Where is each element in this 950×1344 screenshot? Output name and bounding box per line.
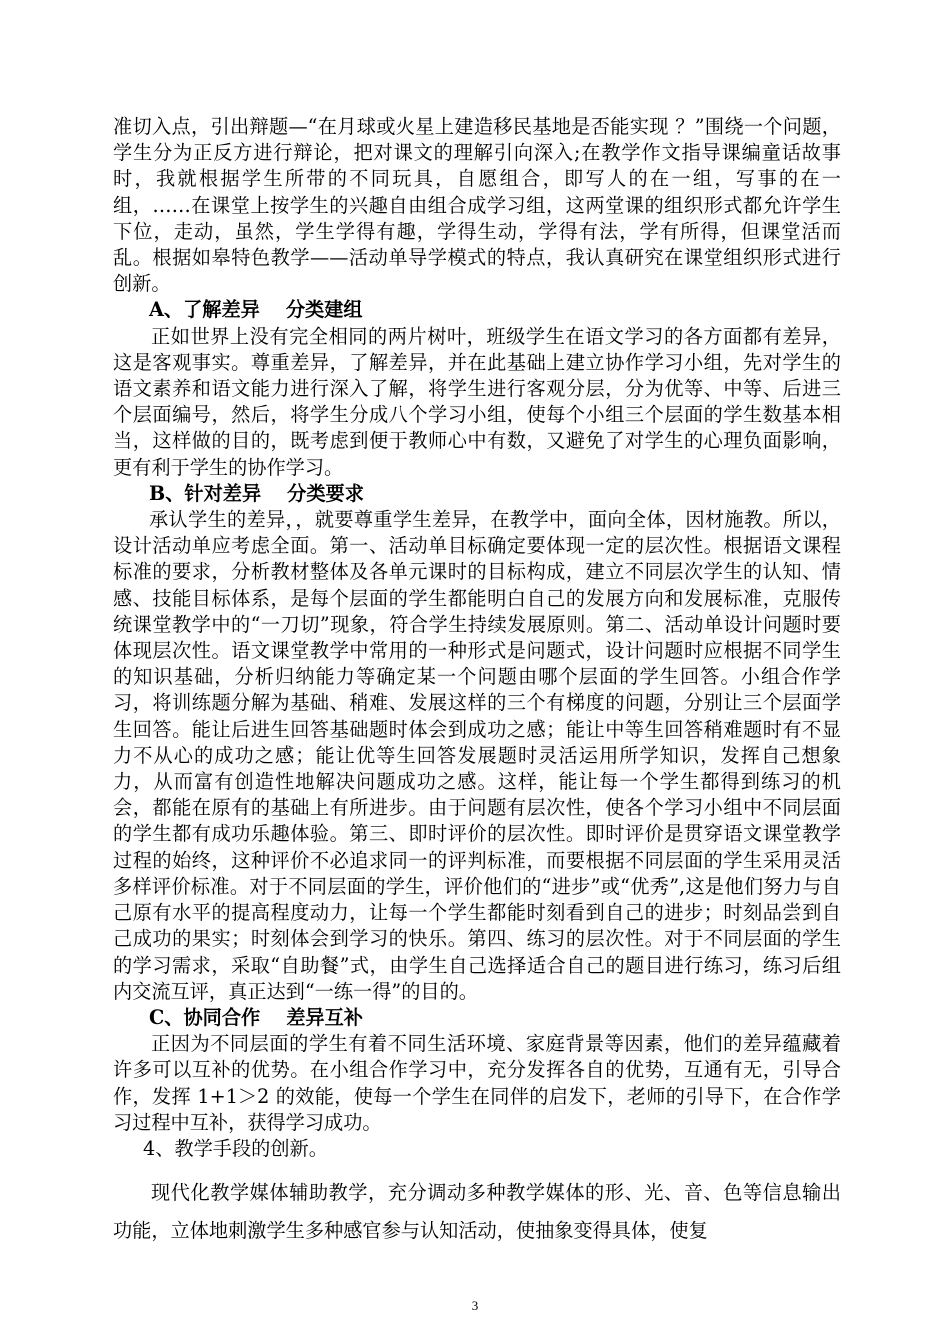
paragraph-intro: 准切入点，引出辩题—“在月球或火星上建造移民基地是否能实现 ？”围绕一个问题，学生分为正反方进行辩论，把对课文的理解引向深入;在教学作文指导课编童话故事时，我就根据学生所带的不同玩具，自愿组合，即写人的在一组，写事的在一组，……在课堂上按学生的兴趣自由组合成学习组，这两堂课的组织形式都允许学生下位，走动，虽然，学生学得有趣，学得生动，学得有法，学有所得，但课堂活而乱。根据如皋特色教学——活动单导学模式的特点，我认真研究在课堂组织形式进行创新。	[113, 115, 841, 296]
paragraph-b: 承认学生的差异，，就要尊重学生差异，在教学中，面向全体，因材施教。所以，设计活动单应考虑全面。第一、活动单目标确定要体现一定的层次性。根据语文课程标准的要求，分析教材整体及各单元课时的目标构成，建立不同层次学生的认知、情感、技能目标体系，是每个层面的学生都能明白自己的发展方向和发展标准，克服传统课堂教学中的“一刀切”现象，符合学生持续发展原则。第二、活动单设计问题时要体现层次性。语文课堂教学中常用的一种形式是问题式，设计问题时应根据不同学生的知识基础，分析归纳能力等确定某一个问题由哪个层面的学生回答。小组合作学习，将训练题分解为基础、稍难、发展这样的三个有梯度的问题，分别让三个层面学生回答。能让后进生回答基础题时体会到成功之感；能让中等生回答稍难题时有不显力不从心的成功之感；能让优等生回答发展题时灵活运用所学知识，发挥自己想象力，从而富有创造性地解决问题成功之感。这样，能让每一个学生都得到练习的机会，都能在原有的基础上有所进步。由于问题有层次性，使各个学习小组中不同层面的学生都有成功乐趣体验。第三、即时评价的层次性。即时评价是贯穿语文课堂教学过程的始终，这种评价不必追求同一的评判标准，而要根据不同层面的学生采用灵活多样评价标准。对于不同层面的学生，评价他们的“进步”或“优秀”,这是他们努力与自己原有水平的提高程度动力，让每一个学生都能时刻看到自己的进步；时刻品尝到自己成功的果实；时刻体会到学习的快乐。第四、练习的层次性。对于不同层面的学生的学习需求，采取“自助餐”式，由学生自己选择适合自己的题目进行练习，练习后组内交流互评，真正达到“一练一得”的目的。	[113, 508, 841, 1003]
heading-b	[113, 481, 841, 507]
heading-b-subtitle: 分类要求	[287, 481, 364, 505]
heading-c-subtitle: 差异互补	[286, 1005, 363, 1029]
heading-c	[113, 1005, 841, 1031]
paragraph-c: 正因为不同层面的学生有着不同生活环境、家庭背景等因素，他们的差异蕴藏着许多可以互补的优势。在小组合作学习中，充分发挥各自的优势，互通有无，引导合作，发挥 1+1＞2 的效能，使每一个学生在同伴的启发下，老师的引导下，在合作学习过程中互补，获得学习成功。	[113, 1032, 841, 1134]
document-body	[113, 114, 841, 1250]
heading-c-title: C、协同合作	[149, 1005, 261, 1029]
paragraph-a: 正如世界上没有完全相同的两片树叶，班级学生在语文学习的各方面都有差异，这是客观事实。尊重差异，了解差异，并在此基础上建立协作学习小组，先对学生的语文素养和语文能力进行深入了解，将学生进行客观分层，分为优等、中等、后进三个层面编号，然后，将学生分成八个学习小组，使每个小组三个层面的学生数基本相当，这样做的目的，既考虑到便于教师心中有数，又避免了对学生的心理负面影响，更有利于学生的协作学习。	[113, 324, 841, 479]
heading-a-title: A、了解差异	[149, 298, 260, 322]
heading-b-title: B、针对差异	[149, 481, 262, 505]
paragraph-4: 现代化教学媒体辅助教学，充分调动多种教学媒体的形、光、音、色等信息输出功能，立体地刺激学生多种感官参与认知活动，使抽象变得具体，使复	[113, 1181, 841, 1243]
heading-a-subtitle: 分类建组	[285, 298, 363, 322]
item-4-heading: 4、教学手段的创新。	[143, 1136, 328, 1160]
page-number: 3	[471, 1298, 479, 1313]
heading-a	[113, 297, 841, 323]
